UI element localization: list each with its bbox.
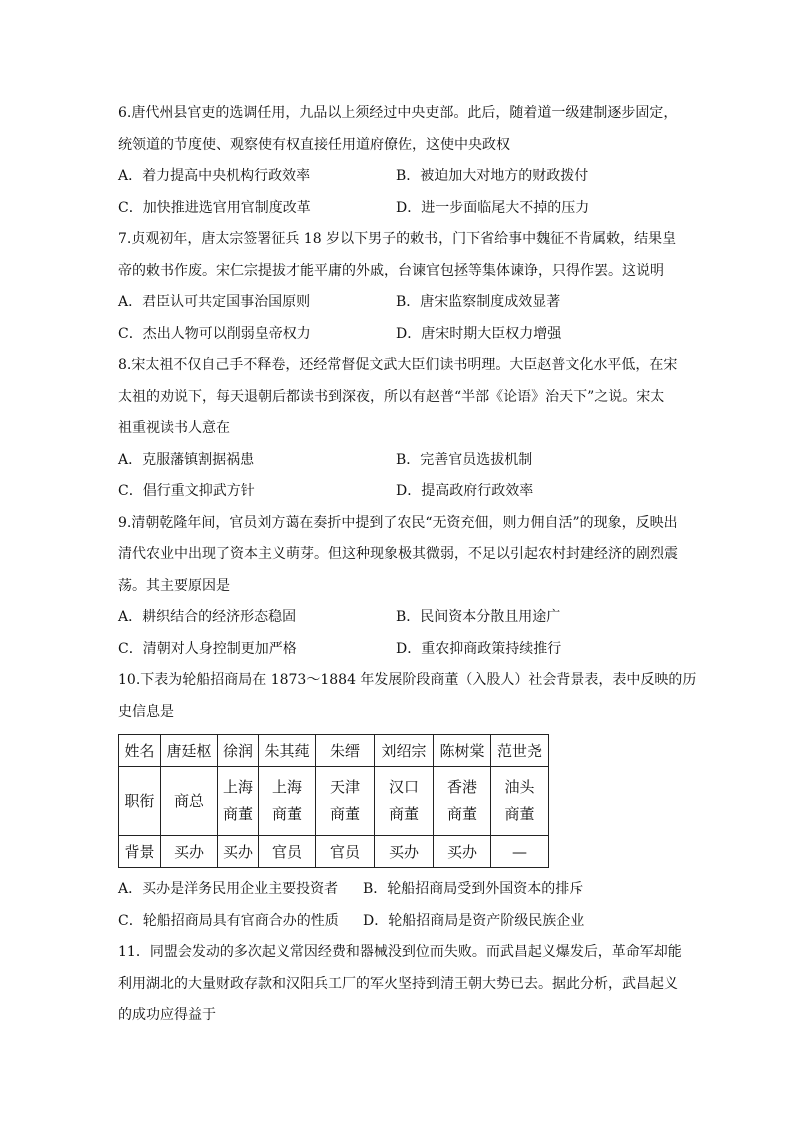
question-stem: 帝的敕书作废。宋仁宗提拔才能平庸的外戚，台谏官包拯等集体谏诤，只得作罢。这说明 <box>118 262 664 279</box>
option-d: D．进一步面临尾大不掉的压力 <box>396 199 590 216</box>
table-cell: 买办 <box>375 836 434 868</box>
option-a: A．着力提高中央机构行政效率 <box>118 168 311 184</box>
option-d: D．提高政府行政效率 <box>396 483 534 499</box>
table-cell: 官员 <box>259 836 316 868</box>
question-7 <box>118 224 688 350</box>
option-d: D．重农抑商政策持续推行 <box>396 640 562 657</box>
table-cell: 上海 商董 <box>259 767 316 836</box>
exam-content <box>118 98 697 1032</box>
table-cell: 买办 <box>161 836 218 868</box>
merchants-table <box>118 734 549 868</box>
table-cell: — <box>491 836 549 868</box>
option-c: C．加快推进选官用官制度改革 <box>118 199 311 216</box>
table-cell: 职衔 <box>119 767 161 836</box>
question-9 <box>118 508 688 666</box>
option-d: D．唐宋时期大臣权力增强 <box>396 325 562 342</box>
table-cell: 刘绍宗 <box>375 735 434 767</box>
option-b: B．轮船招商局受到外国资本的排斥 <box>363 881 584 897</box>
option-d: D．轮船招商局是资产阶级民族企业 <box>363 912 585 929</box>
table-cell: 范世尧 <box>491 735 549 767</box>
question-stem: 荡。其主要原因是 <box>118 577 230 594</box>
option-b: B．民间资本分散且用途广 <box>396 609 561 625</box>
table-cell: 朱其莼 <box>259 735 316 767</box>
question-stem: 利用湖北的大量财政存款和汉阳兵工厂的军火坚持到清王朝大势已去。据此分析，武昌起义 <box>118 975 678 992</box>
option-c: C．杰出人物可以削弱皇帝权力 <box>118 325 311 342</box>
option-a: A．耕织结合的经济形态稳固 <box>118 609 297 625</box>
option-a: A．克服藩镇割据祸患 <box>118 451 255 468</box>
question-stem: 祖重视读书人意在 <box>118 420 230 436</box>
table-row-titles <box>119 767 549 836</box>
option-b: B．被迫加大对地方的财政拨付 <box>396 168 589 184</box>
question-stem: 7.贞观初年，唐太宗签署征兵 18 岁以下男子的敕书，门下省给事中魏征不肯属敕，结果皇 <box>118 231 677 247</box>
table-cell: 买办 <box>218 836 259 868</box>
option-b: B．完善官员选拔机制 <box>396 451 533 468</box>
table-cell: 天津 商董 <box>316 767 375 836</box>
question-6 <box>118 98 688 224</box>
question-11 <box>118 937 688 1032</box>
question-stem: 统领道的节度使、观察使有权直接任用道府僚佐，这使中央政权 <box>118 136 510 153</box>
question-stem: 8.宋太祖不仅自己手不释卷，还经常督促文武大臣们读书明理。大臣赵普文化水平低，在宋 <box>118 357 678 373</box>
option-c: C．轮船招商局具有官商合办的性质 <box>118 912 339 929</box>
option-b: B．唐宋监察制度成效显著 <box>396 294 561 310</box>
option-a: A．买办是洋务民用企业主要投资者 <box>118 881 339 897</box>
table-row-names <box>119 735 549 767</box>
table-cell: 朱缙 <box>316 735 375 767</box>
table-cell: 官员 <box>316 836 375 868</box>
table-cell: 买办 <box>434 836 491 868</box>
question-stem: 10.下表为轮船招商局在 1873～1884 年发展阶段商董（入股人）社会背景表，表中反映的历 <box>118 672 697 688</box>
question-stem: 的成功应得益于 <box>118 1007 216 1023</box>
question-stem: 史信息是 <box>118 703 174 720</box>
table-cell: 背景 <box>119 836 161 868</box>
question-stem: 6.唐代州县官吏的选调任用，九品以上须经过中央吏部。此后，随着道一级建制逐步固定， <box>118 105 678 121</box>
option-c: C．清朝对人身控制更加严格 <box>118 640 297 657</box>
table-cell: 陈树棠 <box>434 735 491 767</box>
question-stem: 9.清朝乾隆年间，官员刘方蔼在奏折中提到了农民“无资充佃，则力佣自活”的现象，反映出 <box>118 514 678 531</box>
table-row-backgrounds <box>119 836 549 868</box>
table-cell: 油头 商董 <box>491 767 549 836</box>
question-stem: 11．同盟会发动的多次起义常因经费和器械没到位而失败。而武昌起义爆发后，革命军却能 <box>118 944 682 960</box>
question-10 <box>118 665 697 937</box>
question-stem: 清代农业中出现了资本主义萌芽。但这种现象极其微弱，不足以引起农村封建经济的剧烈震 <box>118 546 678 562</box>
question-8 <box>118 350 688 508</box>
question-stem: 太祖的劝说下，每天退朝后都读书到深夜，所以有赵普“半部《论语》治天下”之说。宋太 <box>118 388 665 405</box>
table-cell: 唐廷枢 <box>161 735 218 767</box>
table-cell: 徐润 <box>218 735 259 767</box>
option-a: A．君臣认可共定国事治国原则 <box>118 294 311 310</box>
table-cell: 上海 商董 <box>218 767 259 836</box>
table-cell: 汉口 商董 <box>375 767 434 836</box>
table-cell: 姓名 <box>119 735 161 767</box>
option-c: C．倡行重文抑武方针 <box>118 483 255 499</box>
table-cell: 商总 <box>161 767 218 836</box>
table-cell: 香港 商董 <box>434 767 491 836</box>
